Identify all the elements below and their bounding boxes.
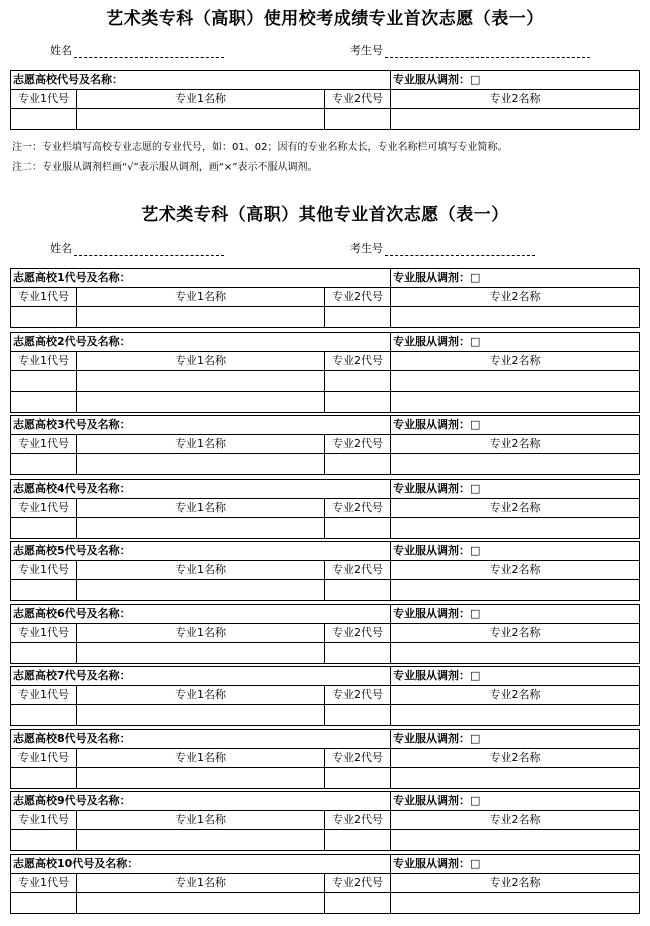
school-block-1 — [10, 268, 640, 328]
header-major2-name: 专业2名称 — [391, 352, 640, 371]
header-major2-name: 专业2名称 — [391, 749, 640, 768]
major2-name-cell[interactable] — [391, 307, 640, 328]
header-major2-code: 专业2代号 — [325, 352, 391, 371]
header-major1-code: 专业1代号 — [11, 811, 77, 830]
major1-name-cell[interactable] — [77, 830, 325, 851]
note-1: 注一：专业栏填写高校专业志愿的专业代号，如：01、02；因有的专业名称太长，专业名称栏可填写专业简称。 — [12, 142, 508, 153]
school-label[interactable]: 志愿高校6代号及名称： — [11, 605, 391, 624]
header-major2-name: 专业2名称 — [391, 686, 640, 705]
major2-code-cell[interactable] — [325, 109, 391, 130]
header-major1-code: 专业1代号 — [11, 749, 77, 768]
major2-code-cell[interactable] — [325, 830, 391, 851]
header-major1-code: 专业1代号 — [11, 499, 77, 518]
section2-name-field — [50, 240, 224, 256]
header-major1-code: 专业1代号 — [11, 874, 77, 893]
school-block-5 — [10, 541, 640, 601]
header-major1-code: 专业1代号 — [11, 624, 77, 643]
name-input-line[interactable] — [74, 45, 224, 58]
major1-code-cell[interactable] — [11, 392, 77, 413]
major2-code-cell[interactable] — [325, 518, 391, 539]
school-label[interactable]: 志愿高校3代号及名称： — [11, 416, 391, 435]
header-major1-code: 专业1代号 — [11, 352, 77, 371]
major2-name-cell[interactable] — [391, 454, 640, 475]
major2-name-cell[interactable] — [391, 392, 640, 413]
major2-code-cell[interactable] — [325, 454, 391, 475]
header-major2-code: 专业2代号 — [325, 499, 391, 518]
header-major1-code: 专业1代号 — [11, 686, 77, 705]
major1-code-cell[interactable] — [11, 768, 77, 789]
major1-name-cell[interactable] — [77, 109, 325, 130]
school-label[interactable]: 志愿高校10代号及名称： — [11, 855, 391, 874]
school-label[interactable]: 志愿高校1代号及名称： — [11, 269, 391, 288]
major1-code-cell[interactable] — [11, 643, 77, 664]
major2-code-cell[interactable] — [325, 768, 391, 789]
header-major2-code: 专业2代号 — [325, 874, 391, 893]
header-major2-name: 专业2名称 — [391, 874, 640, 893]
adjust-checkbox[interactable]: 专业服从调剂：□ — [391, 855, 640, 874]
exam-no-label: 考生号 — [350, 44, 383, 57]
adjust-checkbox[interactable]: 专业服从调剂：□ — [391, 269, 640, 288]
major2-code-cell[interactable] — [325, 705, 391, 726]
major2-code-cell[interactable] — [325, 371, 391, 392]
major1-name-cell[interactable] — [77, 893, 325, 914]
header-major1-name: 专业1名称 — [77, 435, 325, 454]
header-major2-name: 专业2名称 — [391, 90, 640, 109]
school-block-10 — [10, 854, 640, 914]
major2-name-cell[interactable] — [391, 768, 640, 789]
major1-code-cell[interactable] — [11, 518, 77, 539]
header-major2-code: 专业2代号 — [325, 90, 391, 109]
header-major2-name: 专业2名称 — [391, 561, 640, 580]
major1-code-cell[interactable] — [11, 830, 77, 851]
major1-name-cell[interactable] — [77, 518, 325, 539]
major1-code-cell[interactable] — [11, 893, 77, 914]
header-major2-name: 专业2名称 — [391, 624, 640, 643]
major2-name-cell[interactable] — [391, 830, 640, 851]
header-major1-name: 专业1名称 — [77, 90, 325, 109]
header-major1-name: 专业1名称 — [77, 561, 325, 580]
major1-name-cell[interactable] — [77, 307, 325, 328]
major2-name-cell[interactable] — [391, 109, 640, 130]
major1-code-cell[interactable] — [11, 705, 77, 726]
major2-name-cell[interactable] — [391, 580, 640, 601]
adjust-checkbox[interactable]: 专业服从调剂：□ — [391, 542, 640, 561]
header-major2-code: 专业2代号 — [325, 686, 391, 705]
major1-name-cell[interactable] — [77, 392, 325, 413]
header-major2-code: 专业2代号 — [325, 561, 391, 580]
major1-name-cell[interactable] — [77, 580, 325, 601]
header-major1-name: 专业1名称 — [77, 749, 325, 768]
exam-no-input-line[interactable] — [385, 243, 535, 256]
major1-code-cell[interactable] — [11, 109, 77, 130]
name-input-line[interactable] — [74, 243, 224, 256]
exam-no-label: 考生号 — [350, 242, 383, 255]
major1-name-cell[interactable] — [77, 371, 325, 392]
major2-code-cell[interactable] — [325, 893, 391, 914]
school-label[interactable]: 志愿高校9代号及名称： — [11, 792, 391, 811]
school-block-9 — [10, 791, 640, 851]
header-major2-code: 专业2代号 — [325, 435, 391, 454]
major1-name-cell[interactable] — [77, 705, 325, 726]
major2-name-cell[interactable] — [391, 705, 640, 726]
major2-code-cell[interactable] — [325, 307, 391, 328]
header-major1-code: 专业1代号 — [11, 561, 77, 580]
school-block-4 — [10, 479, 640, 539]
major1-code-cell[interactable] — [11, 307, 77, 328]
header-major1-name: 专业1名称 — [77, 874, 325, 893]
adjust-checkbox[interactable]: 专业服从调剂：□ — [391, 416, 640, 435]
adjust-checkbox[interactable]: 专业服从调剂：□ — [391, 480, 640, 499]
note-2: 注二：专业服从调剂栏画“√”表示服从调剂，画“×”表示不服从调剂。 — [12, 162, 318, 173]
school-label[interactable]: 志愿高校5代号及名称： — [11, 542, 391, 561]
adjust-checkbox[interactable]: 专业服从调剂：□ — [391, 792, 640, 811]
school-block-3 — [10, 415, 640, 475]
major1-code-cell[interactable] — [11, 454, 77, 475]
header-major1-name: 专业1名称 — [77, 288, 325, 307]
header-major2-name: 专业2名称 — [391, 811, 640, 830]
header-major1-name: 专业1名称 — [77, 811, 325, 830]
adjust-checkbox[interactable]: 专业服从调剂：□ — [391, 730, 640, 749]
adjust-checkbox[interactable]: 专业服从调剂：□ — [391, 333, 640, 352]
major1-code-cell[interactable] — [11, 371, 77, 392]
header-major1-code: 专业1代号 — [11, 288, 77, 307]
header-major1-code: 专业1代号 — [11, 435, 77, 454]
adjust-checkbox[interactable]: 专业服从调剂：□ — [391, 667, 640, 686]
school-label[interactable]: 志愿高校7代号及名称： — [11, 667, 391, 686]
header-major2-code: 专业2代号 — [325, 811, 391, 830]
header-major2-code: 专业2代号 — [325, 288, 391, 307]
header-major1-name: 专业1名称 — [77, 624, 325, 643]
section2-title: 艺术类专科（高职）其他专业首次志愿（表一） — [141, 205, 509, 225]
school-label[interactable]: 志愿高校代号及名称： — [11, 71, 391, 90]
adjust-checkbox[interactable]: 专业服从调剂：□ — [391, 605, 640, 624]
school-label[interactable]: 志愿高校2代号及名称： — [11, 333, 391, 352]
major1-code-cell[interactable] — [11, 580, 77, 601]
school-block-7 — [10, 666, 640, 726]
school-block-2 — [10, 332, 640, 413]
major1-name-cell[interactable] — [77, 643, 325, 664]
major1-name-cell[interactable] — [77, 454, 325, 475]
major2-code-cell[interactable] — [325, 392, 391, 413]
name-label: 姓名 — [50, 242, 72, 255]
major2-name-cell[interactable] — [391, 893, 640, 914]
header-major2-name: 专业2名称 — [391, 499, 640, 518]
school-label[interactable]: 志愿高校8代号及名称： — [11, 730, 391, 749]
header-major2-code: 专业2代号 — [325, 749, 391, 768]
school-label[interactable]: 志愿高校4代号及名称： — [11, 480, 391, 499]
header-major1-name: 专业1名称 — [77, 686, 325, 705]
major2-name-cell[interactable] — [391, 518, 640, 539]
header-major2-name: 专业2名称 — [391, 288, 640, 307]
major2-name-cell[interactable] — [391, 371, 640, 392]
header-major1-name: 专业1名称 — [77, 499, 325, 518]
section1-name-field — [50, 42, 224, 58]
school-block-8 — [10, 729, 640, 789]
header-major2-name: 专业2名称 — [391, 435, 640, 454]
school-block-6 — [10, 604, 640, 664]
major2-code-cell[interactable] — [325, 580, 391, 601]
exam-no-input-line[interactable] — [385, 45, 590, 58]
adjust-checkbox[interactable]: 专业服从调剂：□ — [391, 71, 640, 90]
header-major1-code: 专业1代号 — [11, 90, 77, 109]
section1-title: 艺术类专科（高职）使用校考成绩专业首次志愿（表一） — [106, 9, 544, 29]
header-major2-code: 专业2代号 — [325, 624, 391, 643]
section1-table — [10, 70, 640, 130]
major2-code-cell[interactable] — [325, 643, 391, 664]
major1-name-cell[interactable] — [77, 768, 325, 789]
name-label: 姓名 — [50, 44, 72, 57]
section2-exam-no-field — [350, 240, 535, 256]
section1-exam-no-field — [350, 42, 590, 58]
header-major1-name: 专业1名称 — [77, 352, 325, 371]
major2-name-cell[interactable] — [391, 643, 640, 664]
